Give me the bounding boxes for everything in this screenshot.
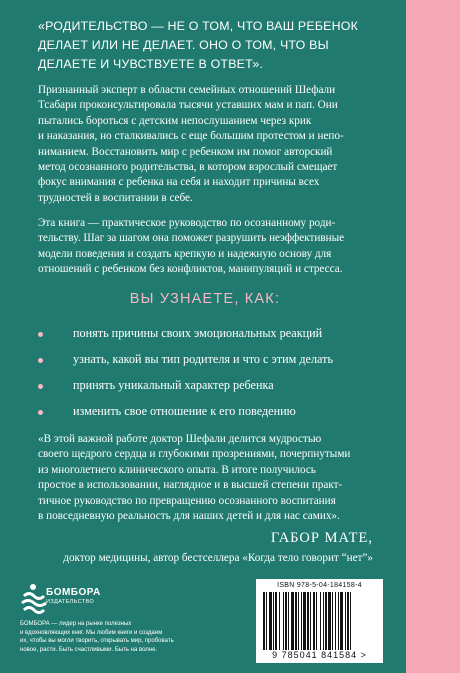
paragraph-line: Тсабари проконсультировала тысячи уставших мам и пап. Они xyxy=(38,99,338,112)
paragraph-line: трудностей в воспитании в себе. xyxy=(38,191,193,204)
bullet-dot-icon xyxy=(38,384,43,389)
quote-line: тичное руководство по превращению осознанного воспитания xyxy=(38,494,336,507)
barcode-bars xyxy=(263,592,376,650)
paragraph-line: пытались бороться с детским непослушанием через крик xyxy=(38,114,312,127)
tagline-line: ДЕЛАЕТ ИЛИ НЕ ДЕЛАЕТ. ОНО О ТОМ, ЧТО ВЫ xyxy=(38,38,329,52)
bullet-dot-icon xyxy=(38,410,43,415)
publisher-blurb xyxy=(20,620,240,654)
quote-line: своего щедрого сердца и глубокими прозрениями, почерпнутыми xyxy=(38,448,351,461)
bullet-text: изменить свое отношение к его поведению xyxy=(73,404,296,418)
blurb-line: их, чтобы вы могли творить, открывать мир, пробовать xyxy=(20,638,174,645)
description-paragraph-2 xyxy=(38,216,388,278)
bullet-text: принять уникальный характер ребенка xyxy=(73,378,274,392)
isbn-number: ISBN 978-5-04-184158-4 xyxy=(277,582,362,589)
bullet-text: понять причины своих эмоциональных реакций xyxy=(73,326,323,340)
endorsement-quote xyxy=(38,432,388,524)
paragraph-line: Эта книга — практическое руководство по осознанному роди- xyxy=(38,217,336,229)
endorsement-author-description: доктор медицины, автор бестселлера «Когда тело говорит “нет”» xyxy=(63,552,373,564)
publisher-name: БОМБОРА xyxy=(46,587,101,598)
paragraph-line: фокус внимания с ребенка на себя и находит причины всех xyxy=(38,176,320,189)
blurb-line: новое, расти. Быть счастливыми. Быть на волне. xyxy=(20,646,158,653)
blurb-line: и вдохновляющих книг. Мы любим книги и создаем xyxy=(20,629,163,636)
description-paragraph-1 xyxy=(38,83,388,206)
quote-line: из многолетнего клинического опыта. В итоге получилось xyxy=(38,463,316,476)
paragraph-line: модели поведения и создать крепкую и надежную основу для xyxy=(38,247,332,260)
learn-heading: ВЫ УЗНАЕТЕ, КАК: xyxy=(129,291,281,307)
paragraph-line: и наказания, но сталкивались с еще большим протестом и непо- xyxy=(38,130,344,143)
paragraph-line: тельству. Шаг за шагом она поможет разрушить неэффективные xyxy=(38,232,345,245)
paragraph-line: Признанный эксперт в области семейных отношений Шефали xyxy=(38,84,336,96)
paragraph-line: ниманием. Восстановить мир с ребенком им помог авторский xyxy=(38,145,333,158)
endorsement-author: ГАБОР МАТЕ, xyxy=(270,530,373,546)
bullet-dot-icon xyxy=(38,332,43,337)
bullet-dot-icon xyxy=(38,358,43,363)
cover-tagline xyxy=(38,17,388,74)
publisher-subtitle: ИЗДАТЕЛЬСТВО xyxy=(46,599,95,605)
barcode-panel xyxy=(256,579,383,663)
quote-line: в повседневную реальность для наших детей и для нас самих». xyxy=(38,510,340,523)
barcode-number: 9 785041 841584 > xyxy=(272,650,367,660)
quote-line: простое в использовании, наглядное и в высшей степени практ- xyxy=(38,479,343,492)
book-spine-stripe xyxy=(406,0,460,673)
paragraph-line: метод осознанного родительства, в котором взрослый смещает xyxy=(38,161,338,174)
paragraph-line: отношений с ребенком без конфликтов, манипуляций и стресса. xyxy=(38,263,343,276)
quote-line: «В этой важной работе доктор Шефали делится мудростью xyxy=(38,433,322,445)
tagline-line: «РОДИТЕЛЬСТВО — НЕ О ТОМ, ЧТО ВАШ РЕБЕНОК xyxy=(38,19,359,33)
tagline-line: ДЕЛАЕТЕ И ЧУВСТВУЕТЕ В ОТВЕТ». xyxy=(38,57,264,71)
bullet-text: узнать, какой вы тип родителя и что с этим делать xyxy=(73,352,334,366)
blurb-line: БОМБОРА — лидер на рынке полезных xyxy=(20,621,132,627)
